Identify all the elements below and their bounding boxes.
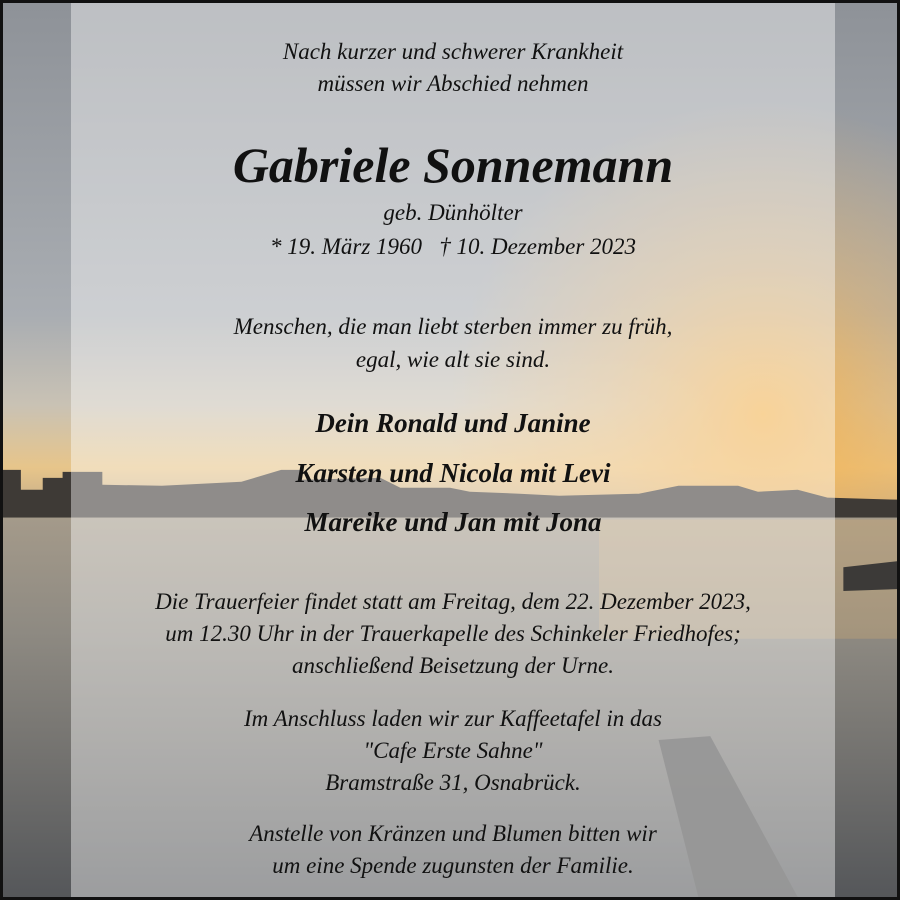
- life-dates: * 19. März 1960 † 10. Dezember 2023: [269, 234, 637, 259]
- funeral-line-1: Die Trauerfeier findet statt am Freitag, dem 22. Dezember 2023,: [155, 589, 751, 614]
- birth-name: geb. Dünhölter: [383, 200, 523, 225]
- family-line-2: Karsten und Nicola mit Levi: [295, 458, 611, 488]
- quote-line-2: egal, wie alt sie sind.: [355, 347, 551, 372]
- reception-line-3: Bramstraße 31, Osnabrück.: [325, 770, 581, 795]
- deceased-name: Gabriele Sonnemann: [232, 137, 674, 193]
- quote-line-1: Menschen, die man liebt sterben immer zu früh,: [233, 314, 673, 339]
- funeral-line-3: anschließend Beisetzung der Urne.: [292, 653, 614, 678]
- donation-line-2: um eine Spende zugunsten der Familie.: [272, 853, 634, 878]
- reception-line-1: Im Anschluss laden wir zur Kaffeetafel in das: [243, 706, 663, 731]
- intro-line-2: müssen wir Abschied nehmen: [317, 71, 589, 96]
- family-line-3: Mareike und Jan mit Jona: [304, 507, 602, 537]
- donation-line-1: Anstelle von Kränzen und Blumen bitten wir: [249, 821, 657, 846]
- intro-line-1: Nach kurzer und schwerer Krankheit: [282, 39, 624, 64]
- reception-line-2: "Cafe Erste Sahne": [363, 738, 543, 763]
- family-line-1: Dein Ronald und Janine: [315, 408, 591, 438]
- notice-text: [71, 3, 835, 900]
- funeral-line-2: um 12.30 Uhr in der Trauerkapelle des Schinkeler Friedhofes;: [165, 621, 741, 646]
